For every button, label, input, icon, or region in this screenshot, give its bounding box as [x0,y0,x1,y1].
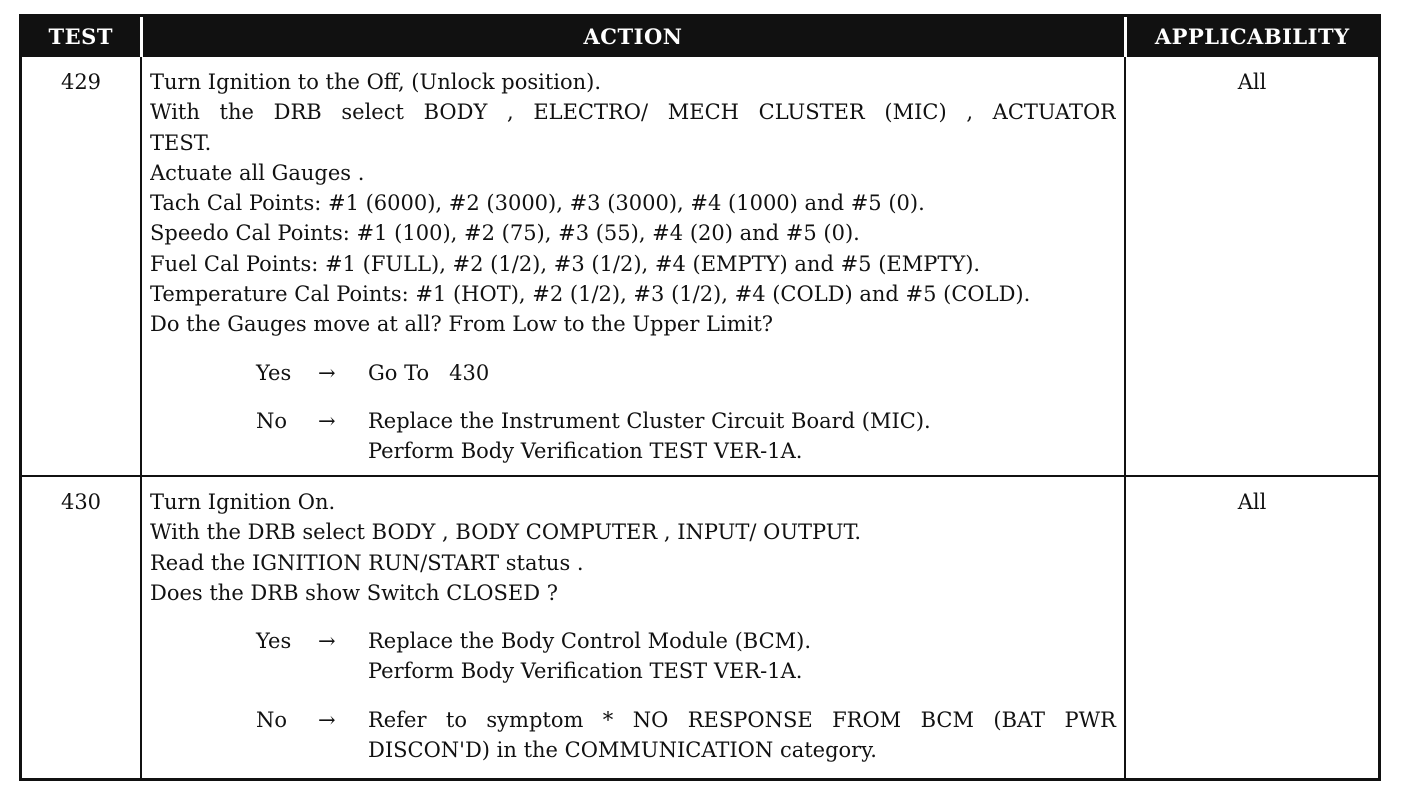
header-action: ACTION [141,17,1125,56]
yes-result [368,626,1116,687]
action-line: Turn Ignition to the Off, (Unlock position). [150,70,602,94]
action-cell [141,476,1125,778]
action-line: Temperature Cal Points: #1 (HOT), #2 (1/2), #3 (1/2), #4 (COLD) and #5 (COLD). [150,282,1031,307]
yes-branch [150,358,1116,388]
result-line: Replace the Instrument Cluster Circuit Board (MIC). [368,408,931,433]
result-line: Go To 430 [368,360,490,385]
action-line: TEST. [150,130,212,155]
no-result [368,705,1116,766]
result-line: Replace the Body Control Module (BCM). [368,629,812,654]
action-line: Tach Cal Points: #1 (6000), #2 (3000), #3 (3000), #4 (1000) and #5 (0). [150,191,925,216]
result-line: DISCON'D) in the COMMUNICATION category. [368,738,877,763]
applicability-value: All [1125,56,1378,476]
header-row [22,17,1378,56]
action-cell [141,56,1125,476]
action-line: Speedo Cal Points: #1 (100), #2 (75), #3 (55), #4 (20) and #5 (0). [150,221,860,246]
header-test: TEST [22,17,141,56]
arrow-icon: → [318,707,336,732]
no-result [368,406,1116,467]
action-line: Fuel Cal Points: #1 (FULL), #2 (1/2), #3 (1/2), #4 (EMPTY) and #5 (EMPTY). [150,251,981,276]
yes-label: Yes [256,629,292,654]
arrow-icon: → [318,629,336,654]
test-procedure-table [19,14,1381,781]
header-applicability: APPLICABILITY [1125,17,1378,56]
test-number: 430 [22,476,141,778]
result-line: Perform Body Verification TEST VER-1A. [368,439,803,464]
test-number: 429 [22,56,141,476]
result-line: Refer to symptom * NO RESPONSE FROM BCM (BAT PWR [368,707,1116,732]
no-branch [150,705,1116,766]
no-branch [150,406,1116,467]
table-row [22,56,1378,476]
yes-branch [150,626,1116,687]
action-line: With the DRB select BODY , ELECTRO/ MECH CLUSTER (MIC) , ACTUATOR [150,100,1116,125]
table [22,17,1378,778]
action-line: Does the DRB show Switch CLOSED ? [150,580,558,605]
yes-result [368,358,1116,388]
arrow-icon: → [318,408,336,433]
no-label: No [256,408,288,433]
no-label: No [256,707,288,732]
action-line: Do the Gauges move at all? From Low to the Upper Limit? [150,312,774,337]
table-row [22,476,1378,778]
action-line: With the DRB select BODY , BODY COMPUTER , INPUT/ OUTPUT. [150,520,862,545]
action-line: Actuate all Gauges . [150,160,365,185]
arrow-icon: → [318,360,336,385]
action-line: Turn Ignition On. [150,490,336,514]
result-line: Perform Body Verification TEST VER-1A. [368,659,803,684]
applicability-value: All [1125,476,1378,778]
action-line: Read the IGNITION RUN/START status . [150,550,584,575]
yes-label: Yes [256,360,292,385]
